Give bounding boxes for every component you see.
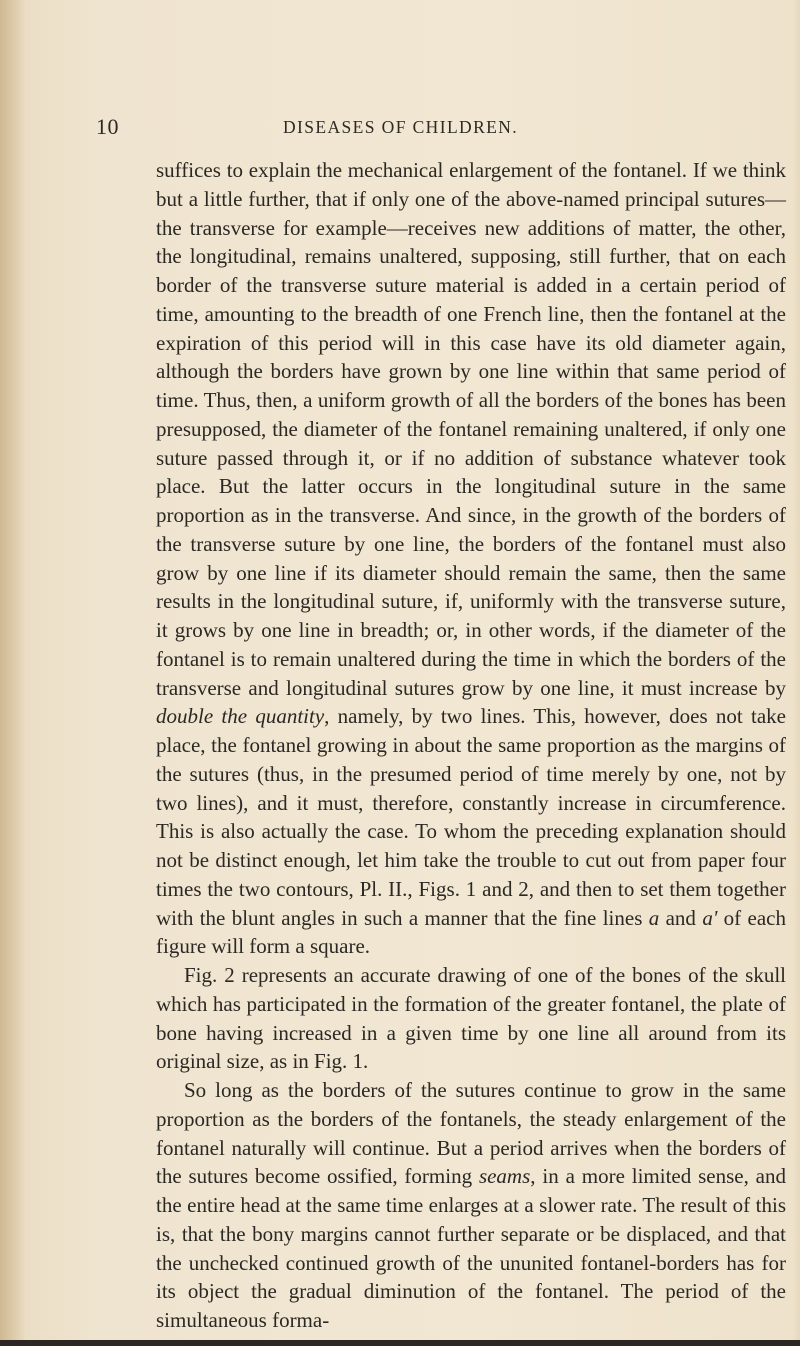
paragraph	[156, 156, 786, 961]
paragraph	[156, 961, 786, 1076]
text-run: and	[659, 905, 703, 930]
text-run: suffices to explain the mechanical enlargement of the fontanel. If we think but a little further, that if only one of the above-named principal sutures—the transverse for example—receives new additions of matter, the other, the longitudinal, remains unaltered, supposing, still further, that on each border of the transverse suture material is added in a certain period of time, amounting to the breadth of one French line, then the fontanel at the expiration of this period will in this case have its old diameter again, although the borders have grown by one line within that same period of time. Thus, then, a uniform growth of all the borders of the bones has been presupposed, the diameter of the fontanel remaining unaltered, if only one suture passed through it, or if no addition of substance whatever took place. But the latter occurs in the longitudinal suture in the same proportion as in the transverse. And since, in the growth of the borders of the transverse suture by one line, the borders of the fontanel must also grow by one line if its diameter should remain the same, then the same results in the longitudinal suture, if, uniformly with the transverse suture, it grows by one line in breadth; or, in other words, if the diameter of the fontanel is to remain unaltered during the time in which the borders of the transverse and longitudinal sutures grow by one line, it must increase by	[156, 158, 786, 700]
spine-shadow	[0, 0, 26, 1346]
text-run: , namely, by two lines. This, however, does not take place, the fontanel growing in about the same proportion as the margins of the sutures (thus, in the presumed period of time merely by one, not by two lines), and it must, therefore, constantly increase in circumference. This is also actually the case. To whom the preceding explanation should not be distinct enough, let him take the trouble to cut out from paper four times the two contours, Pl. II., Figs. 1 and 2, and then to set them together with the blunt angles in such a manner that the fine lines	[156, 704, 786, 930]
page-header	[0, 114, 800, 144]
text-run: of each figure will form a square.	[156, 905, 786, 959]
text-run: So long as the borders of the sutures continue to grow in the same proportion as the borders of the fontanels, the steady enlargement of the fontanel naturally will continue. But a period arrives when the borders of the sutures become ossified, forming	[156, 1078, 786, 1189]
page-bottom-edge	[0, 1340, 800, 1346]
text-run: Fig. 2 represents an accurate drawing of one of the bones of the skull which has participated in the formation of the greater fontanel, the plate of bone having increased in a given time by one line all around from its original size, as in Fig. 1.	[156, 963, 786, 1074]
italic-run: seams	[478, 1164, 531, 1189]
italic-run: double the quantity	[156, 704, 325, 729]
italic-run: a'	[702, 905, 718, 930]
paragraph	[156, 1076, 786, 1335]
italic-run: a	[648, 905, 660, 930]
body-text	[156, 156, 786, 1335]
text-run: , in a more limited sense, and the entire head at the same time enlarges at a slower rate. The result of this is, that the bony margins cannot further separate or be displaced, and that the unchecked continued growth of the ununited fontanel-borders has for its object the gradual diminution of the fontanel. The period of the simultaneous forma-	[156, 1164, 786, 1332]
page-number: 10	[96, 114, 119, 139]
running-head: DISEASES OF CHILDREN.	[283, 117, 519, 137]
page-edge	[792, 0, 800, 1346]
